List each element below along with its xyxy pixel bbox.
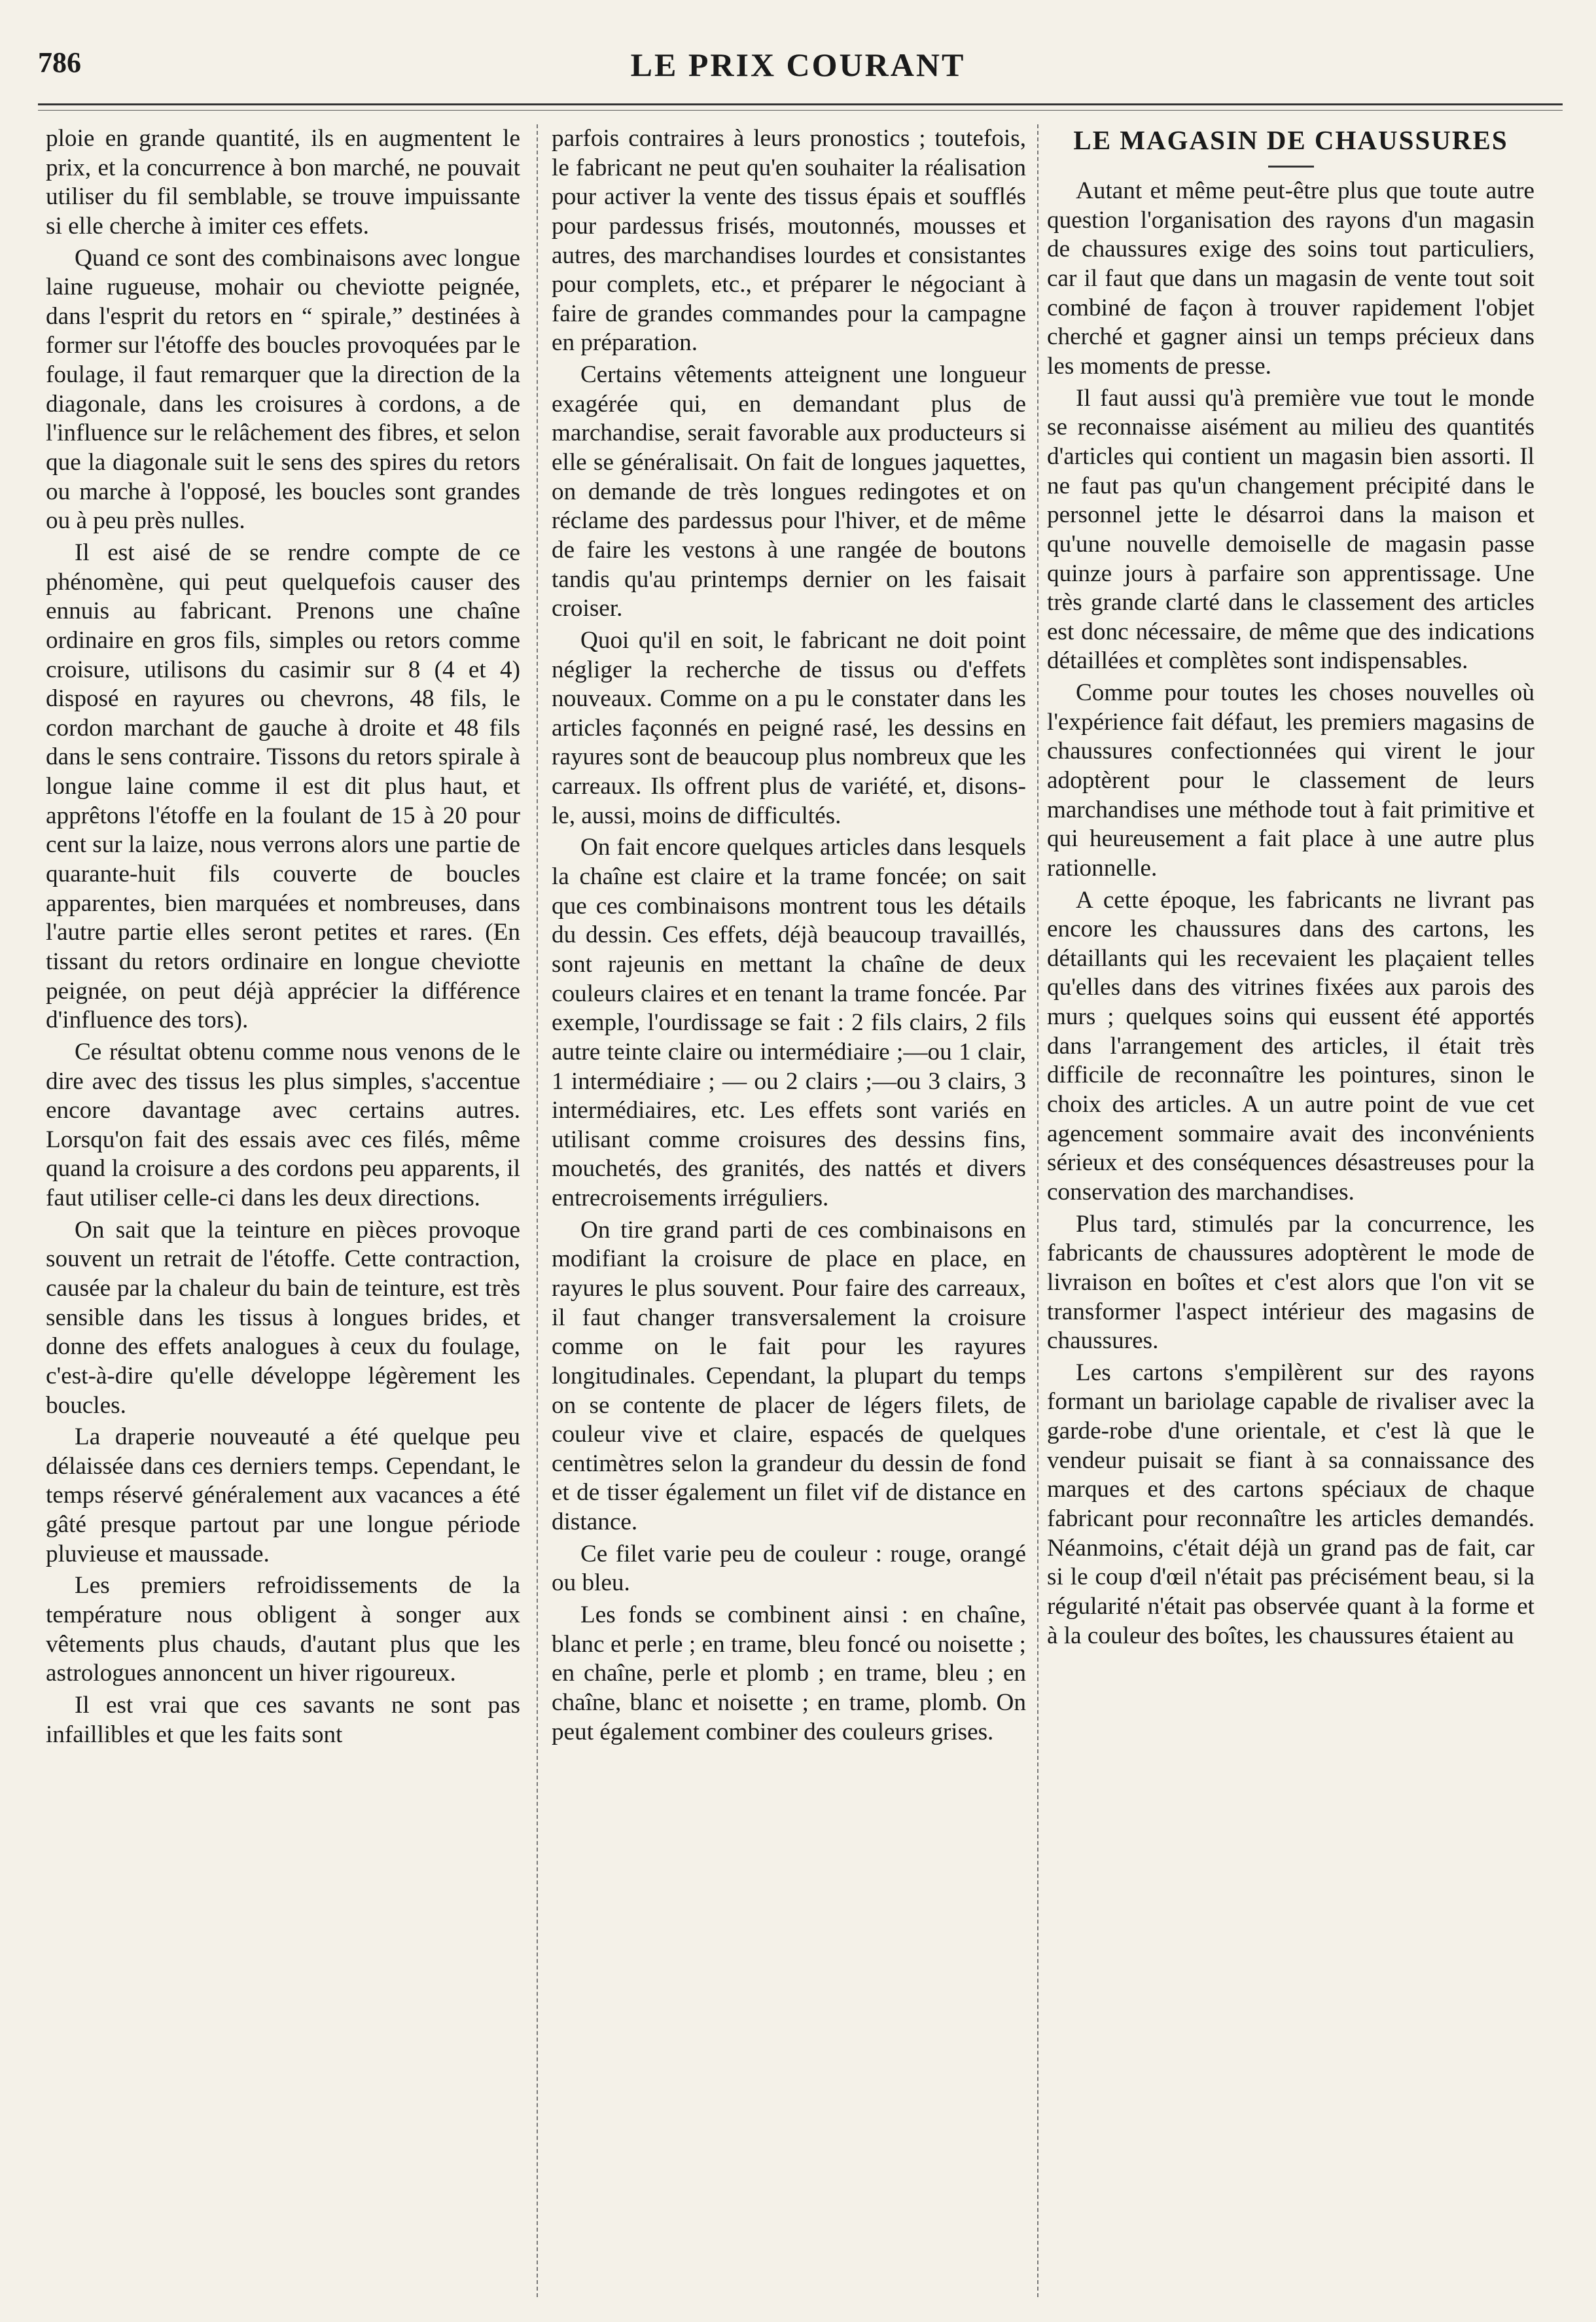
paragraph: On sait que la teinture en pièces provoque souvent un retrait de l'étoffe. Cette contraction, causée par la chaleur du bain de teinture, est très sensible dans les tissus à longues brides, et donne des effets analogues à ceux du foulage, c'est-à-dire qu'elle développe légèrement les boucles. [46, 1216, 520, 1419]
paragraph: A cette époque, les fabricants ne livrant pas encore les chaussures dans des cartons, les détaillants qui les recevaient les plaçaient telles qu'elles dans des vitrines fixées aux parois des murs ; quelques soins qui eussent été apportés dans l'arrangement des articles, il était très difficile de reconnaître les pointures, sinon le choix des articles. A un autre point de vue cet agencement sommaire avait des inconvénients sérieux et des conséquences désastreuses pour la conservation des marchandises. [1047, 886, 1534, 1206]
paragraph: parfois contraires à leurs pronostics ; toutefois, le fabricant ne peut qu'en souhaiter la réalisation pour activer la vente des tissus épais et soufflés pour pardessus frisés, moutonnés, mousses et autres, des marchandises lourdes et consistantes pour complets, etc., et préparer le négociant à faire de grandes commandes pour la campagne en préparation. [552, 125, 1026, 357]
paragraph: Les premiers refroidissements de la température nous obligent à songer aux vêtements plus chauds, d'autant plus que les astrologues annoncent un hiver rigoureux. [46, 1572, 520, 1687]
column-divider [1037, 124, 1038, 2297]
paragraph: Plus tard, stimulés par la concurrence, les fabricants de chaussures adoptèrent le mode de livraison en boîtes et c'est alors que l'on vit se transformer l'aspect intérieur des magasins de chaussures. [1047, 1210, 1534, 1355]
paragraph: La draperie nouveauté a été quelque peu délaissée dans ces derniers temps. Cependant, le temps réservé généralement aux vacances a été gâté presque partout par une longue période pluvieuse et maussade. [46, 1423, 520, 1567]
paragraph: Les cartons s'empilèrent sur des rayons formant un bariolage capable de rivaliser avec la garde-robe d'une orientale, et c'est là que le vendeur puisait se fiant à sa connaissance des marques et des cartons spéciaux de chaque fabricant pour reconnaître les articles demandés. Néanmoins, c'était déjà un grand pas de fait, car si le coup d'œil n'était pas précisément beau, si la régularité n'était pas observée quant à la forme et à la couleur des boîtes, les chaussures étaient au [1047, 1359, 1534, 1649]
column-left [46, 124, 520, 2297]
paragraph: Quand ce sont des combinaisons avec longue laine rugueuse, mohair ou cheviotte peignée, dans l'esprit du retors en “ spirale,” destinées à former sur l'étoffe des boucles provoquées par le foulage, il faut remarquer que la direction de la diagonale, dans les croisures à cordons, a de l'influence sur le relâchement des fibres, et selon que la diagonale suit le sens des spires du retors ou marche à l'opposé, les boucles sont grandes ou à peu près nulles. [46, 244, 520, 535]
paragraph: Il faut aussi qu'à première vue tout le monde se reconnaisse aisément au milieu des quantités d'articles qui contient un magasin bien assorti. Il ne faut pas qu'un changement précipité dans le personnel jette le désarroi dans la maison et qu'une nouvelle demoiselle de magasin passe quinze jours à parfaire son apprentissage. Une très grande clarté dans le classement des articles est donc nécessaire, de même que des indications détaillées et complètes sont indispensables. [1047, 384, 1534, 675]
paragraph: ploie en grande quantité, ils en augmentent le prix, et la concurrence à bon marché, ne pouvait utiliser du fil semblable, se trouve impuissante si elle cherche à imiter ces effets. [46, 125, 520, 240]
article-title: LE MAGASIN DE CHAUSSURES [1073, 125, 1508, 155]
paragraph: Quoi qu'il en soit, le fabricant ne doit point négliger la recherche de tissus ou d'effets nouveaux. Comme on a pu le constater dans les articles façonnés en peigné rasé, les dessins en rayures sont de beaucoup plus nombreux que les carreaux. Ils offrent plus de variété, et, disons-le, aussi, moins de difficultés. [552, 626, 1026, 829]
column-middle [552, 124, 1026, 2297]
column-divider [537, 124, 538, 2297]
paragraph: Il est vrai que ces savants ne sont pas infaillibles et que les faits sont [46, 1691, 520, 1748]
paragraph: On fait encore quelques articles dans lesquels la chaîne est claire et la trame foncée; on sait que ces combinaisons montrent tous les détails du dessin. Ces effets, déjà beaucoup travaillés, sont rajeunis en mettant la chaîne de deux couleurs claires et en tenant la trame foncée. Par exemple, l'ourdissage se fait : 2 fils clairs, 2 fils autre teinte claire ou intermédiaire ;—ou 1 clair, 1 intermédiaire ; — ou 2 clairs ;—ou 3 clairs, 3 intermédiaires, etc. Les effets sont variés en utilisant comme croisures des dessins fins, mouchetés, des granités, des nattés et divers entrecroisements irréguliers. [552, 834, 1026, 1212]
paragraph: Ce résultat obtenu comme nous venons de le dire avec des tissus les plus simples, s'accentue encore davantage avec certains autres. Lorsqu'on fait des essais avec ces filés, même quand la croisure a des cordons peu apparents, il faut utiliser celle-ci dans les deux directions. [46, 1038, 520, 1212]
page-number: 786 [38, 46, 81, 79]
paragraph: Autant et même peut-être plus que toute autre question l'organisation des rayons d'un magasin de chaussures exige des soins tout particuliers, car il faut que dans un magasin de vente tout soit combiné de façon à trouver rapidement l'objet cherché et gagner ainsi un temps précieux dans les moments de presse. [1047, 177, 1534, 380]
paragraph: On tire grand parti de ces combinaisons en modifiant la croisure de place en place, en rayures le plus souvent. Pour faire des carreaux, il faut changer transversalement la croisure comme on le fait pour les rayures longitudinales. Cependant, la plupart du temps on se contente de placer de légers filets, de couleur vive et claire, espacés de quelques centimètres selon la grandeur du dessin de fond et de tisser également un filet vif de distance en distance. [552, 1216, 1026, 1536]
running-title: LE PRIX COURANT [630, 46, 966, 83]
paragraph: Ce filet varie peu de couleur : rouge, orangé ou bleu. [552, 1540, 1026, 1597]
paragraph: Il est aisé de se rendre compte de ce phénomène, qui peut quelquefois causer des ennuis au fabricant. Prenons une chaîne ordinaire en gros fils, simples ou retors comme croisure, utilisons du casimir sur 8 (4 et 4) disposé en rayures ou chevrons, 48 fils, le cordon marchant de gauche à droite et 48 fils dans le sens contraire. Tissons du retors spirale à longue laine comme il est dit plus haut, et apprêtons l'étoffe en la foulant de 15 à 20 pour cent sur la laize, nous verrons alors une partie de quarante-huit fils couverte de boucles apparentes, bien marquées et nombreuses, dans l'autre partie elles seront petites et rares. (En tissant du retors ordinaire en longue cheviotte peignée, on peut déjà apprécier la différence d'influence des tors). [46, 539, 520, 1034]
title-rule [1268, 166, 1314, 168]
paragraph: Comme pour toutes les choses nouvelles où l'expérience fait défaut, les premiers magasins de chaussures confectionnées qui virent le jour adoptèrent pour le classement de leurs marchandises une méthode tout à fait primitive et qui heureusement a fait place à une autre plus rationnelle. [1047, 679, 1534, 882]
paragraph: Certains vêtements atteignent une longueur exagérée qui, en demandant plus de marchandise, serait favorable aux producteurs si elle se généralisait. On fait de longues jaquettes, on demande de très longues redingotes et on réclame des pardessus pour l'hiver, et de même de faire les vestons à une rangée de boutons tandis qu'au printemps dernier on les faisait croiser. [552, 361, 1026, 622]
header-rule [38, 103, 1563, 105]
column-right [1047, 124, 1534, 2297]
paragraph: Les fonds se combinent ainsi : en chaîne, blanc et perle ; en trame, bleu foncé ou noisette ; en chaîne, perle et plomb ; en trame, bleu ; en chaîne, blanc et noisette ; en trame, plomb. On peut également combiner des couleurs grises. [552, 1601, 1026, 1745]
header-rule-thin [38, 110, 1563, 111]
